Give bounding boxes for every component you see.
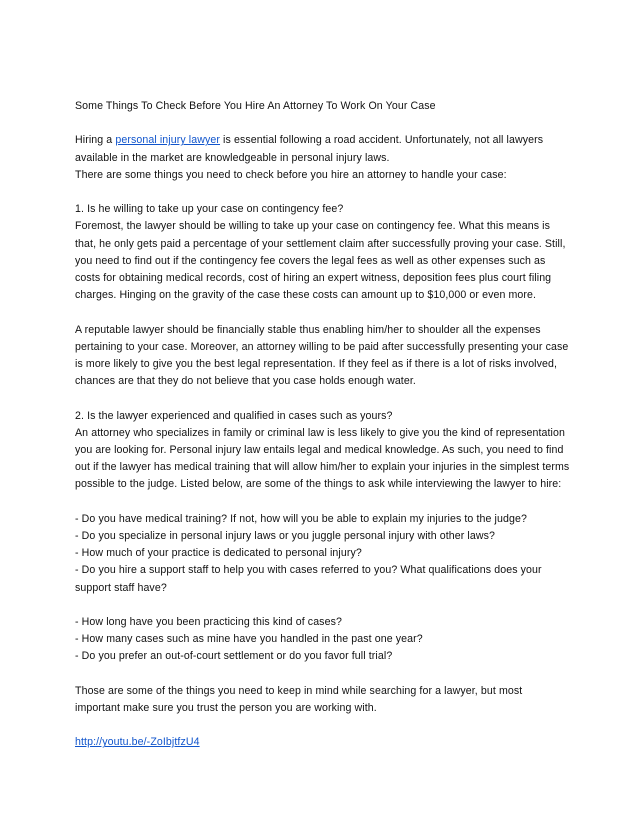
question-item: - Do you prefer an out-of-court settlement or do you favor full trial?	[75, 650, 393, 663]
intro-paragraph	[75, 132, 570, 166]
document-page	[75, 98, 570, 769]
reputable-lawyer-paragraph: A reputable lawyer should be financially stable thus enabling him/her to shoulder all the expenses pertaining to your case. Moreover, an attorney willing to be paid after successfully presenting your case is more likely to give you the best legal representation. If they feel as if there is a lot of risks involved, chances are that they do not believe that you case holds enough water.	[75, 323, 569, 388]
question-item: - Do you hire a support staff to help you with cases referred to you? What qualifications does your support staff have?	[75, 564, 542, 594]
question-item: - How long have you been practicing this kind of cases?	[75, 616, 342, 628]
questions-list-2	[75, 614, 570, 666]
personal-injury-lawyer-link[interactable]: personal injury lawyer	[115, 134, 221, 147]
document-title: Some Things To Check Before You Hire An Attorney To Work On Your Case	[75, 100, 436, 112]
intro-line-2: There are some things you need to check before you hire an attorney to handle your case:	[75, 168, 507, 181]
footer-link-paragraph	[75, 734, 570, 751]
section-1-heading: 1. Is he willing to take up your case on contingency fee?	[75, 203, 344, 216]
question-item: - How many cases such as mine have you handled in the past one year?	[75, 633, 423, 646]
question-item: - Do you specialize in personal injury laws or you juggle personal injury with other laws?	[75, 530, 496, 542]
question-item: - Do you have medical training? If not, how will you be able to explain my injuries to the judge?	[75, 512, 527, 525]
section-2-heading: 2. Is the lawyer experienced and qualified in cases such as yours?	[75, 409, 393, 422]
youtube-link[interactable]: http://youtu.be/-ZoIbjtfzU4	[75, 736, 200, 749]
section-1-body: Foremost, the lawyer should be willing to take up your case on contingency fee. What this means is that, he only gets paid a percentage of your settlement claim after successfully proving your case. Still, you need to find out if the contingency fee covers the legal fees as well as other expenses such as costs for obtaining medical records, cost of hiring an expert witness, deposition fees plus court filing charges. Hinging on the gravity of the case these costs can amount up to $10,000 or even more.	[75, 220, 566, 302]
closing-paragraph: Those are some of the things you need to keep in mind while searching for a lawyer, but most important make sure you trust the person you are working with.	[75, 684, 523, 714]
section-2-body: An attorney who specializes in family or criminal law is less likely to give you the kind of representation you are looking for. Personal injury law entails legal and medical knowledge. As such, you need to find out if the lawyer has medical training that will allow him/her to explain your injuries in the simplest terms possible to the judge. Listed below, are some of the things to ask while interviewing the lawyer to hire:	[75, 426, 570, 491]
questions-list-1	[75, 511, 570, 597]
question-item: - How much of your practice is dedicated to personal injury?	[75, 547, 362, 560]
intro-text-after-link: is essential following a road accident. Unfortunately, not all lawyers available in the market are knowledgeable in personal injury laws.	[75, 134, 544, 164]
intro-text-before-link: Hiring a	[75, 134, 116, 147]
